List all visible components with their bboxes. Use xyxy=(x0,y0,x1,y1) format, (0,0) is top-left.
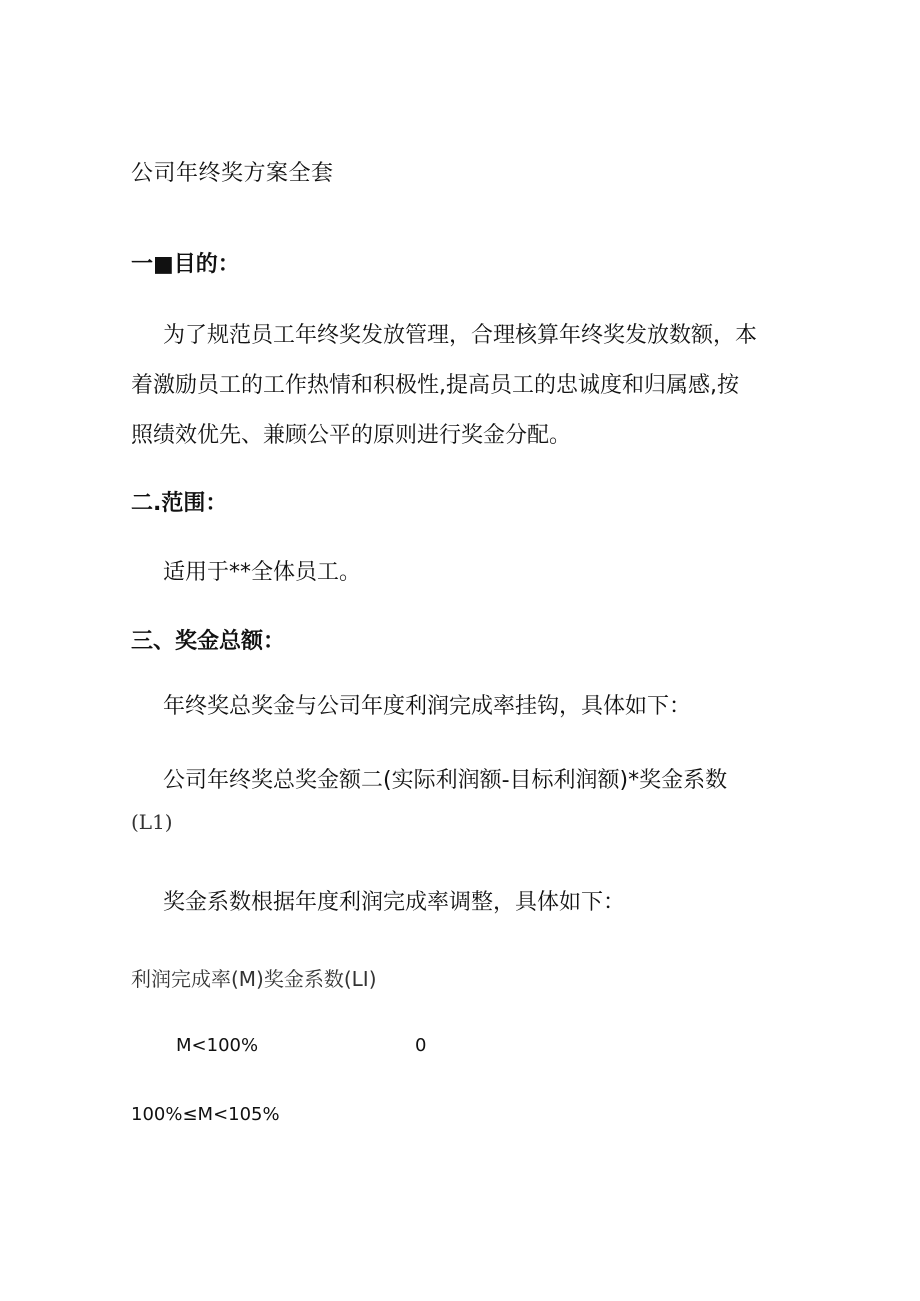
section-heading-scope: 二.范围： xyxy=(131,491,228,516)
table-row-2-condition: 100%≤M<105% xyxy=(131,1104,280,1125)
purpose-line-1: 为了规范员工年终奖发放管理，合理核算年终奖发放数额，本 xyxy=(163,323,758,348)
scope-text: 适用于**全体员工。 xyxy=(163,560,362,585)
coefficient-intro: 奖金系数根据年度利润完成率调整，具体如下： xyxy=(163,890,626,915)
table-row-1-coefficient: 0 xyxy=(415,1035,427,1056)
bonus-formula: 公司年终奖总奖金额二(实际利润额-目标利润额)*奖金系数 xyxy=(163,768,728,793)
bonus-formula-continuation: (L1) xyxy=(131,810,173,834)
section-heading-purpose: 一■目的： xyxy=(131,252,240,277)
total-intro: 年终奖总奖金与公司年度利润完成率挂钩，具体如下： xyxy=(163,694,692,719)
purpose-line-3: 照绩效优先、兼顾公平的原则进行奖金分配。 xyxy=(131,423,572,448)
coefficient-table-header: 利润完成率(M)奖金系数(LI) xyxy=(131,967,377,991)
section-heading-total: 三、奖金总额： xyxy=(131,629,286,654)
purpose-line-2: 着激励员工的工作热情和积极性,提高员工的忠诚度和归属感,按 xyxy=(131,373,739,398)
document-title: 公司年终奖方案全套 xyxy=(131,161,334,186)
table-row-1-condition: M<100% xyxy=(176,1035,259,1056)
